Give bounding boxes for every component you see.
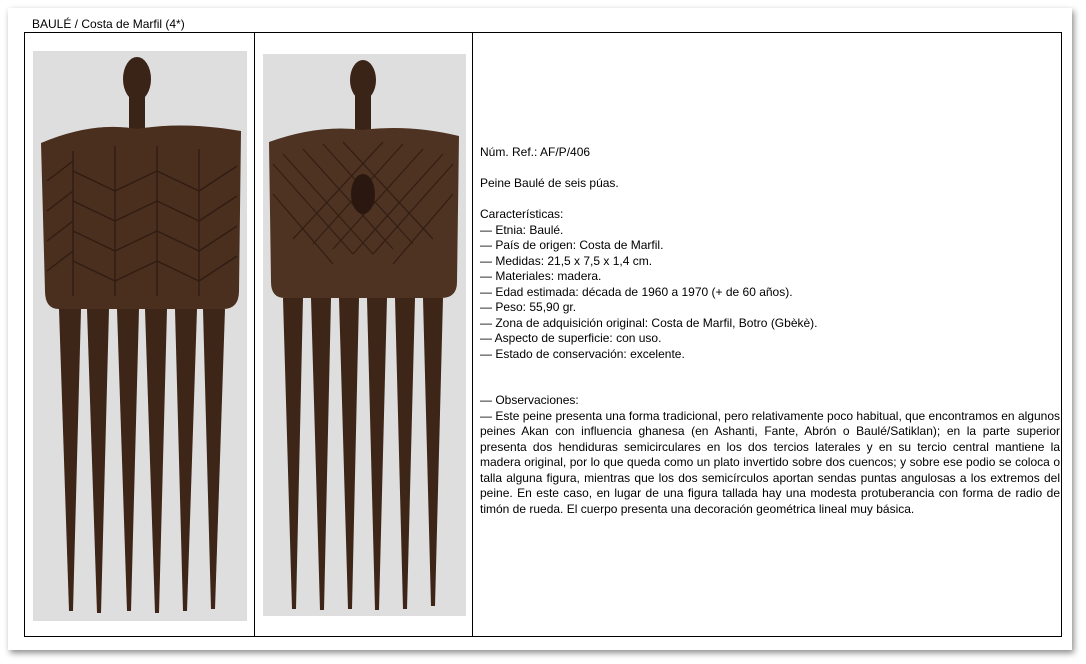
characteristic-item: — Medidas: 21,5 x 7,5 x 1,4 cm.: [480, 253, 653, 268]
comb-front-image: [33, 51, 247, 621]
characteristic-item: — Estado de conservación: excelente.: [480, 346, 685, 361]
comb-back-image: [263, 54, 466, 616]
front-photo-cell: [25, 33, 255, 636]
characteristic-item: — Etnia: Baulé.: [480, 222, 564, 237]
observations-text: — Este peine presenta una forma tradicional, pero relativamente poco habitual, que encontramos en algunos peines Akan con influencia ghanesa (en Ashanti, Fante, Abrón o Baulé/Satiklan); en la parte superior presenta dos hendiduras semicirculares en los dos tercios laterales y en su tercio central mantiene la madera original, por lo que queda como un plato invertido sobre dos cuencos; y sobre ese podio se coloca o talla alguna figura, mientras que los dos semicírculos aportan sendas puntas angulosas a los extremos del peine. En este caso, en lugar de una figura tallada hay una modesta protuberancia con forma de radio de timón de rueda. El cuerpo presenta una decoración geométrica lineal muy básica.: [480, 408, 1060, 516]
comb-front-photo: [33, 51, 247, 621]
characteristic-item: — Edad estimada: década de 1960 a 1970 (+ de 60 años).: [480, 284, 793, 299]
back-photo-cell: [254, 33, 473, 636]
description-cell: [473, 33, 1061, 636]
description-text: [480, 145, 1060, 517]
reference-number: Núm. Ref.: AF/P/406: [480, 145, 591, 159]
observations-heading: — Observaciones:: [480, 393, 579, 407]
summary-line: Peine Baulé de seis púas.: [480, 176, 619, 190]
catalog-table: [24, 32, 1062, 637]
characteristic-item: — Zona de adquisición original: Costa de Marfil, Botro (Gbèkè).: [480, 315, 818, 330]
characteristic-item: — Materiales: madera.: [480, 269, 602, 283]
comb-back-photo: [263, 54, 466, 616]
characteristic-item: — País de origen: Costa de Marfil.: [480, 238, 664, 252]
characteristic-item: — Peso: 55,90 gr.: [480, 300, 577, 314]
characteristics-heading: Características:: [480, 207, 564, 221]
characteristic-item: — Aspecto de superficie: con uso.: [480, 331, 662, 345]
document-title: BAULÉ / Costa de Marfil (4*): [32, 17, 185, 31]
